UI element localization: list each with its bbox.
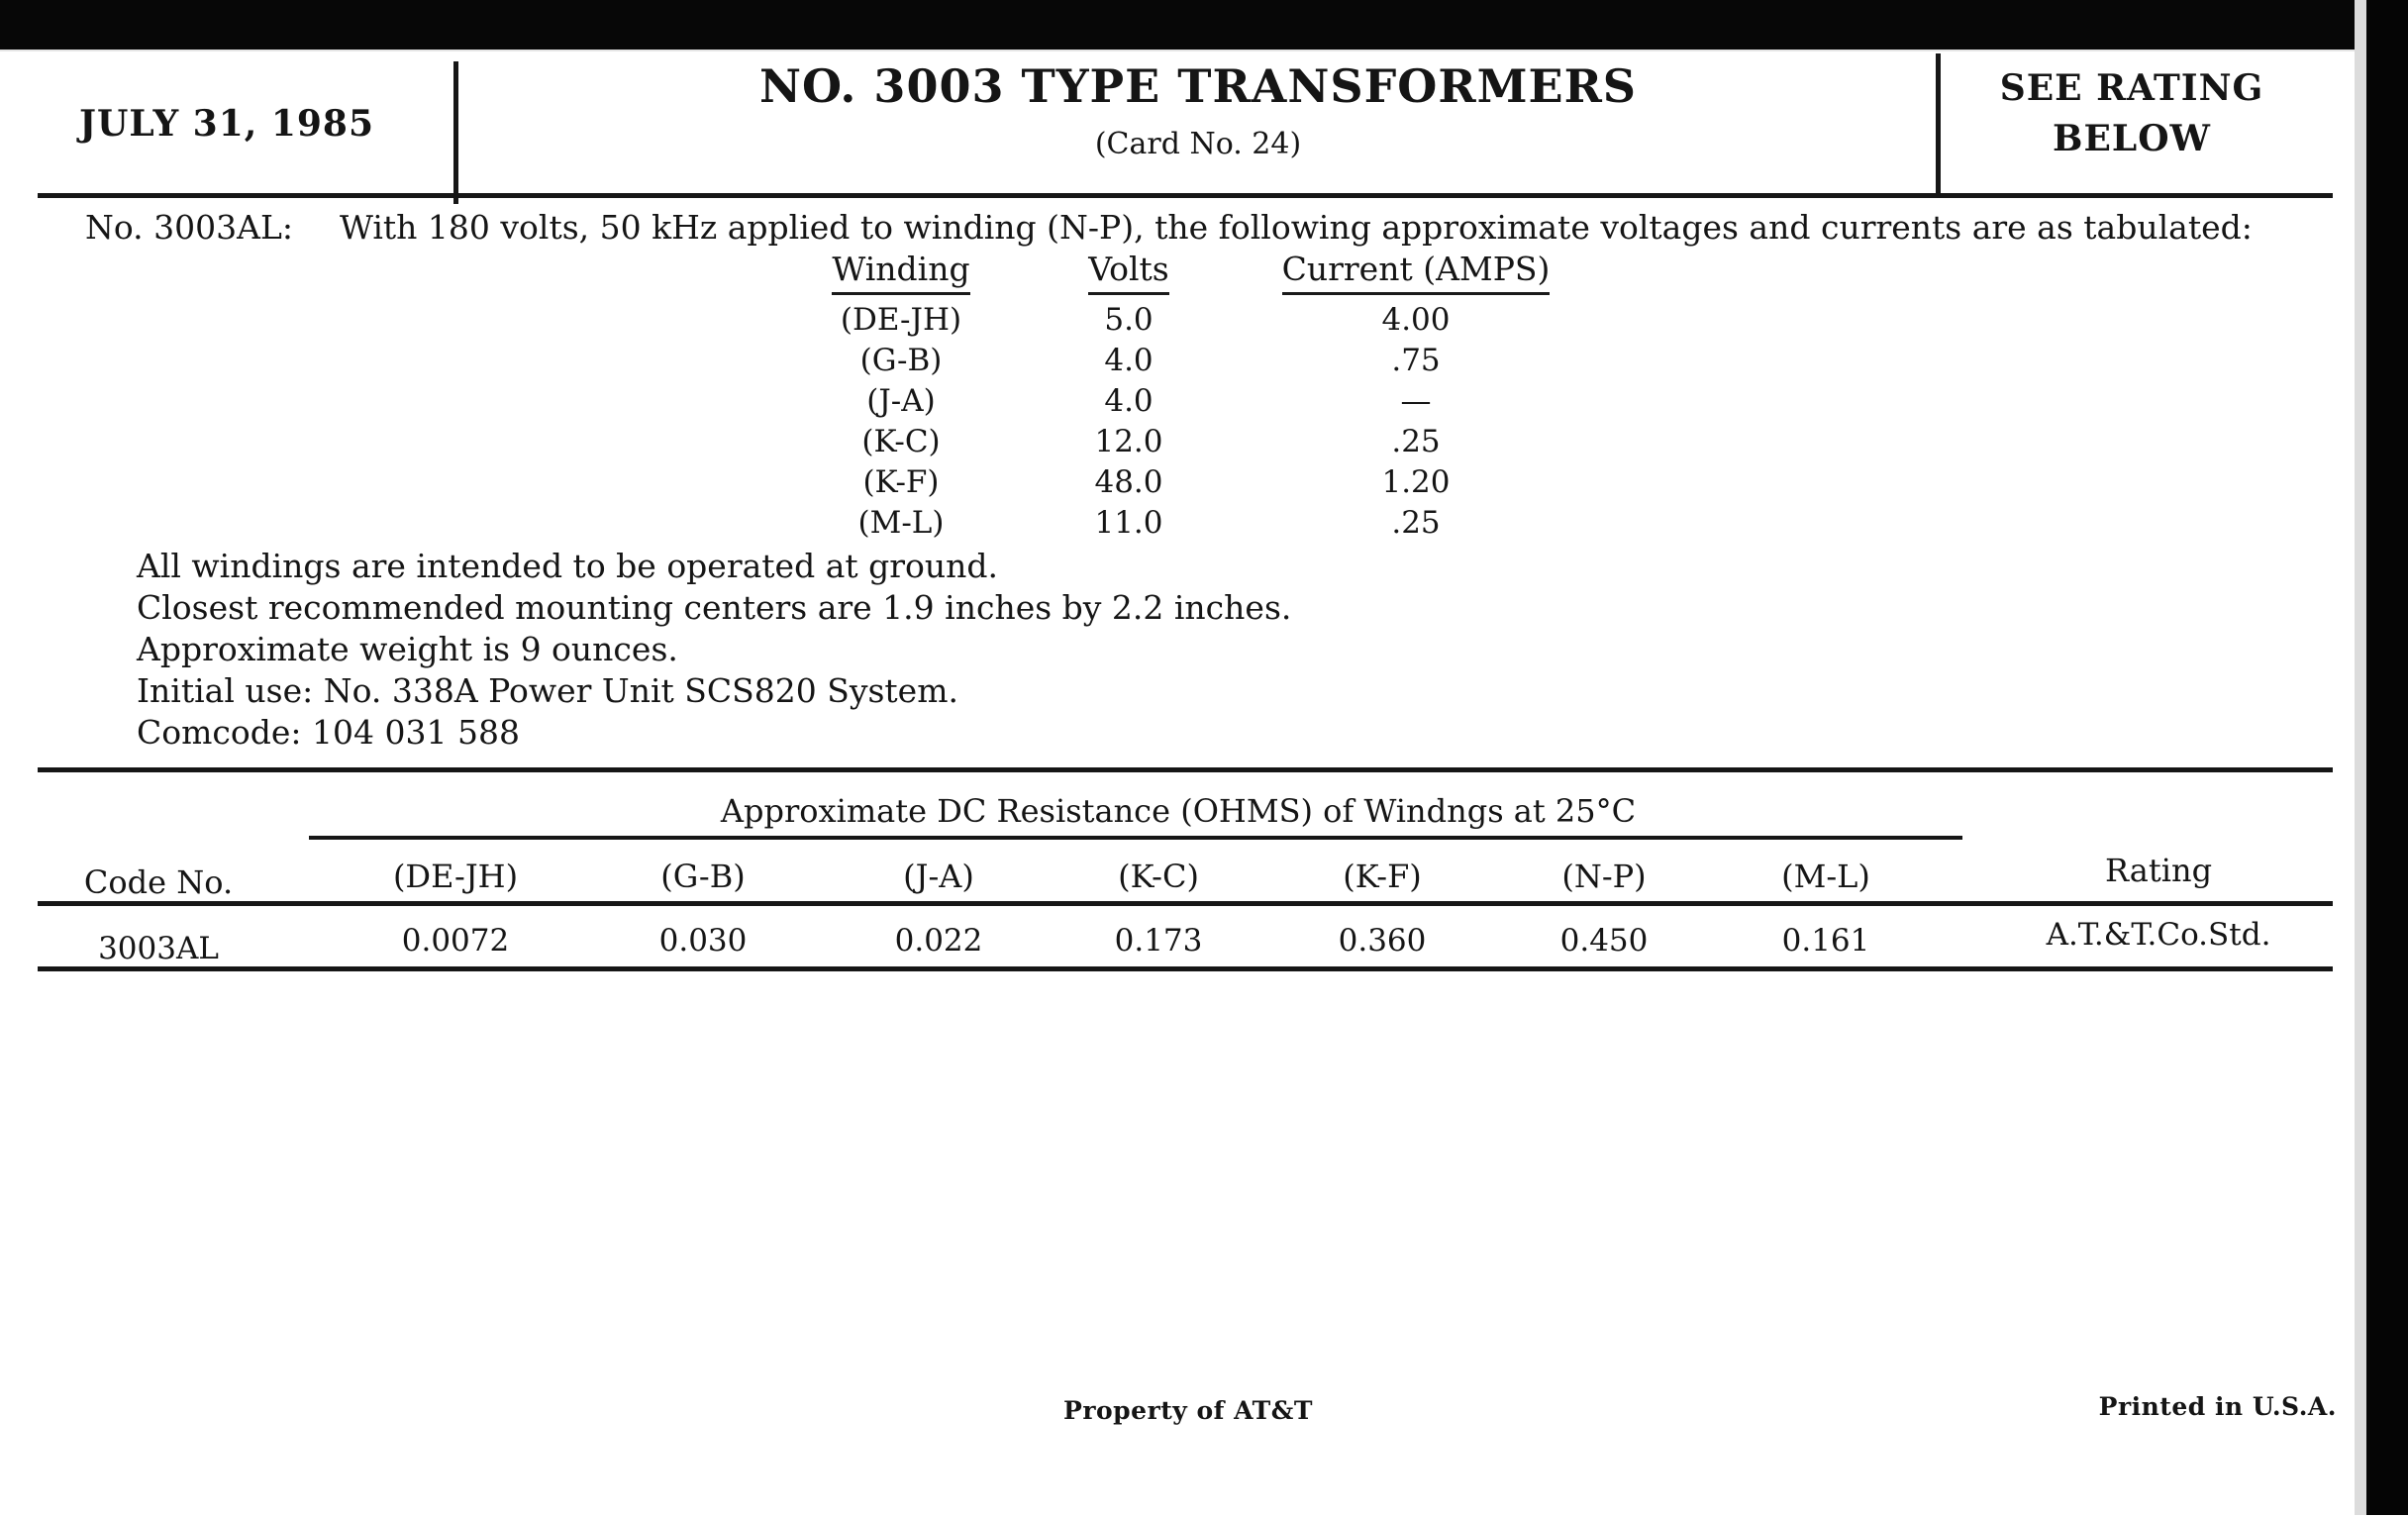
see-rating-line1: SEE RATING	[1999, 67, 2264, 109]
note-weight: Approximate weight is 9 ounces.	[137, 630, 678, 668]
resistance-cell: 0.0072	[401, 923, 510, 959]
resistance-title: Approximate DC Resistance (OHMS) of Windngs at 25°C	[720, 792, 1637, 830]
resistance-bottom-rule	[38, 966, 2333, 971]
current-cell: 4.00	[1381, 302, 1451, 338]
footer-property: Property of AT&T	[1063, 1396, 1313, 1425]
volts-cell: 5.0	[1104, 302, 1154, 338]
code-header: Code No.	[83, 863, 234, 901]
winding-header-label: Winding	[832, 250, 969, 295]
scan-border-right	[2366, 0, 2408, 1515]
volts-header	[1079, 250, 1178, 288]
resistance-col-header: (K-C)	[1118, 858, 1199, 895]
header-divider-left	[453, 61, 458, 204]
volts-header-label: Volts	[1088, 250, 1168, 295]
scan-border-right-shadow	[2355, 0, 2366, 1515]
scan-border-top	[0, 0, 2408, 50]
description-line	[85, 208, 2253, 247]
resistance-cell: 0.450	[1559, 923, 1649, 959]
description-text: With 180 volts, 50 kHz applied to winding (N-P), the following approximate voltages and currents are as tabulated:	[340, 208, 2253, 247]
current-cell: —	[1400, 383, 1432, 419]
current-header	[1248, 250, 1584, 288]
volts-cell: 11.0	[1094, 505, 1163, 541]
resistance-col-header: (N-P)	[1561, 858, 1647, 895]
see-rating-line2: BELOW	[2053, 118, 2211, 159]
resistance-col-header: (K-F)	[1343, 858, 1422, 895]
rating-header: Rating	[2104, 852, 2213, 889]
note-mounting: Closest recommended mounting centers are 1.9 inches by 2.2 inches.	[137, 588, 1292, 627]
resistance-col-header: (DE-JH)	[392, 858, 519, 895]
winding-cell: (G-B)	[859, 343, 943, 378]
resistance-col-header: (M-L)	[1781, 858, 1870, 895]
description-code: No. 3003AL:	[85, 208, 293, 247]
resistance-col-header: (J-A)	[903, 858, 974, 895]
winding-cell: (K-C)	[861, 424, 941, 459]
header-rule	[38, 193, 2333, 198]
note-ground: All windings are intended to be operated at ground.	[137, 547, 999, 585]
card-date: JULY 31, 1985	[79, 103, 375, 145]
volts-cell: 48.0	[1094, 464, 1163, 500]
winding-cell: (DE-JH)	[840, 302, 962, 338]
winding-cell: (M-L)	[857, 505, 945, 541]
resistance-col-header: (G-B)	[660, 858, 746, 895]
current-cell: .25	[1391, 505, 1441, 541]
code-cell: 3003AL	[98, 931, 219, 966]
resistance-cell: 0.030	[658, 923, 748, 959]
section-rule	[38, 767, 2333, 772]
winding-header	[772, 250, 1030, 288]
volts-cell: 4.0	[1104, 383, 1154, 419]
resistance-cell: 0.360	[1338, 923, 1427, 959]
current-header-label: Current (AMPS)	[1282, 250, 1551, 295]
winding-cell: (K-F)	[862, 464, 940, 500]
current-cell: .75	[1391, 343, 1441, 378]
resistance-cell: 0.022	[894, 923, 983, 959]
current-cell: 1.20	[1381, 464, 1451, 500]
resistance-cell: 0.161	[1781, 923, 1870, 959]
card-title: NO. 3003 TYPE TRANSFORMERS	[758, 59, 1638, 113]
card-number: (Card No. 24)	[1094, 127, 1302, 161]
footer-printed: Printed in U.S.A.	[2098, 1392, 2337, 1421]
see-rating-note	[1939, 63, 2325, 164]
resistance-header-rule	[38, 901, 2333, 906]
volts-cell: 4.0	[1104, 343, 1154, 378]
note-initial-use: Initial use: No. 338A Power Unit SCS820 System.	[137, 671, 958, 710]
resistance-cell: 0.173	[1114, 923, 1203, 959]
winding-cell: (J-A)	[866, 383, 936, 419]
current-cell: .25	[1391, 424, 1441, 459]
resistance-title-rule	[309, 836, 1962, 840]
rating-cell: A.T.&T.Co.Std.	[2046, 917, 2271, 953]
volts-cell: 12.0	[1094, 424, 1163, 459]
note-comcode: Comcode: 104 031 588	[137, 713, 520, 752]
